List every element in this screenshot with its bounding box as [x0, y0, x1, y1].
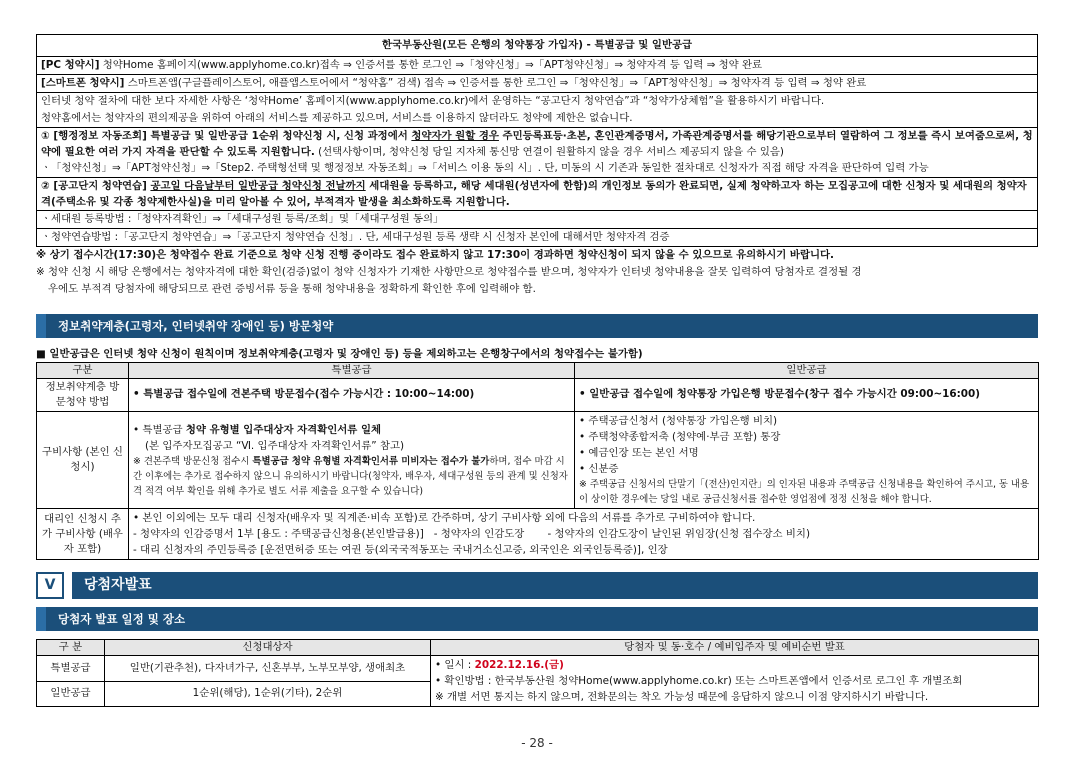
application-method-box [36, 34, 1038, 247]
visit-lead-text: ■ 일반공급은 인터넷 청약 신청이 원칙이며 정보취약계층(고령자 및 장애인 등) 등을 제외하고는 은행창구에서의 청약접수는 불가함) [36, 348, 643, 360]
mobile-label: [스마트폰 청약시] [41, 77, 125, 89]
table-row [37, 379, 1039, 412]
pc-steps: 청약Home 홈페이지(www.applyhome.co.kr)접속 ⇒ 인증서를 통한 로그인 ⇒「청약신청」⇒「APT청약신청」⇒ 청약자격 등 입력 ⇒ 청약 완료 [99, 59, 763, 71]
chapter-title: 당첨자발표 [72, 572, 1038, 599]
table-row [37, 656, 1039, 682]
visit-section-header: 정보취약계층(고령자, 인터넷취약 장애인 등) 방문청약 [36, 314, 1038, 338]
info-line-1: 인터넷 청약 절차에 대한 보다 자세한 사항은 ‘청약Home’ 홈페이지(www.applyhome.co.kr)에서 운영하는 “공고단지 청약연습”과 “청약가상체험”을 활용하시기 바랍니다. [41, 95, 825, 107]
service-item-1 [37, 128, 1037, 160]
pc-label: [PC 청약시] [41, 59, 100, 71]
row-label-requirements: 구비사항 (본인 신청시) [37, 412, 129, 509]
service-item-1-path: ㆍ「청약신청」⇒「APT청약신청」⇒「Step2. 주택형선택 및 행정정보 자동조회」⇒「서비스 이용 동의 시」. 단, 미동의 시 기존과 동일한 절차대로 신청자가 직접 해당 자격을 판단하여 입력 가능 [37, 160, 1037, 178]
visit-table [36, 362, 1039, 560]
schedule-section-header: 당첨자 발표 일정 및 장소 [36, 607, 1038, 631]
col-header-target: 신청대상자 [105, 640, 431, 656]
practice-method: ㆍ청약연습방법 :「공고단지 청약연습」⇒「공고단지 청약연습 신청」. 단, 세대구성원 등록 생략 시 신청자 본인에 대해서만 청약자격 검증 [41, 231, 670, 243]
special-note-b: 특별공급 청약 유형별 자격확인서류 미비자는 접수가 불가 [252, 455, 490, 467]
special-requirements [129, 412, 575, 509]
box-title: 한국부동산원(모든 은행의 청약통장 가입자) - 특별공급 및 일반공급 [37, 35, 1037, 57]
page-number: - 28 - [521, 736, 553, 750]
special-req-line2: (본 입주자모집공고 “Ⅵ. 입주대상자 자격확인서류” 참고) [145, 439, 405, 452]
general-req-item: • 주택청약종합저축 (청약예·부금 포함) 통장 [579, 431, 781, 443]
col-header-announcement: 당첨자 및 동·호수 / 예비입주자 및 예비순번 발표 [431, 640, 1039, 656]
row-label-general: 일반공급 [37, 681, 105, 707]
note-verification-line2: 우에도 부적격 당첨자에 해당되므로 관련 증빙서류 등을 통해 청약내용을 정확하게 확인한 후에 입력해야 함. [48, 283, 536, 295]
schedule-table [36, 639, 1039, 707]
announcement-method: • 확인방법 : 한국부동산원 청약Home(www.applyhome.co.kr) 또는 스마트폰앱에서 인증서로 로그인 후 개별조회 [435, 675, 963, 687]
announcement-notice: ※ 개별 서면 통지는 하지 않으며, 전화문의는 착오 가능성 때문에 응답하지 않으니 이점 양지하시기 바랍니다. [435, 691, 929, 703]
table-header-row [37, 363, 1039, 379]
note-deadline: ※ 상기 접수시간(17:30)은 청약접수 완료 기준으로 청약 신청 진행 중이라도 접수 완료하지 않고 17:30이 경과하면 청약신청이 되지 않을 수 있으므로 유의하시기 바랍니다. [36, 249, 835, 261]
col-header-special: 특별공급 [129, 363, 575, 379]
date-label: • 일시 : [435, 659, 475, 671]
special-visit-method: • 특별공급 접수일에 견본주택 방문접수(접수 가능시간 : 10:00~14:00) [129, 379, 575, 412]
row-label-proxy: 대리인 신청시 추가 구비사항 (배우자 포함) [37, 509, 129, 560]
special-req-docs: 청약 유형별 입주대상자 자격확인서류 일체 [185, 423, 382, 436]
general-req-item: • 신분증 [579, 463, 619, 475]
proxy-line2: - 청약자의 인감증명서 1부 [용도 : 주택공급신청용(본인발급용)] - 청약자의 인감도장 - 청약자의 인감도장이 날인된 위임장(신청 접수장소 비치) [133, 528, 811, 540]
announcement-date [435, 657, 1034, 673]
special-req-prefix: • 특별공급 [133, 423, 186, 436]
table-row [37, 509, 1039, 560]
special-req-note [133, 454, 570, 499]
announcement-details [431, 656, 1039, 707]
item1-underline: 청약자가 원할 경우 [411, 130, 499, 142]
item2-underline: 공고일 다음날부터 일반공급 청약신청 전날까지 [150, 180, 366, 192]
general-target: 1순위(해당), 1순위(기타), 2순위 [105, 681, 431, 707]
member-registration-method: ㆍ세대원 등록방법 :「청약자격확인」⇒「세대구성원 등록/조회」및「세대구성원 동의」 [37, 211, 1037, 229]
general-visit-method: • 일반공급 접수일에 청약통장 가입은행 방문접수(창구 접수 가능시간 09:00~16:00) [575, 379, 1039, 412]
proxy-line1: • 본인 이외에는 모두 대리 신청자(배우자 및 직계존·비속 포함)로 간주하며, 상기 구비사항 외에 다음의 서류를 추가로 구비하여야 합니다. [133, 512, 756, 524]
col-header-category: 구분 [37, 363, 129, 379]
proxy-line3: - 대리 신청자의 주민등록증 [운전면허증 또는 여권 등(외국국적동포는 국내거소신고증, 외국인은 외국인등록증)], 인장 [133, 544, 668, 556]
special-note-c: 하며, 접수 마감 시간 이후에는 추가로 접수하지 않으니 유의하시기 바랍니다(청약자, 배우자, 세대구성원 등의 관계 및 신청자격 적격 여부 확인을 위해 추가로 별도 서류 제출을 요구할 수 있습니다) [133, 455, 568, 497]
date-value: 2022.12.16.(금) [474, 659, 564, 671]
chapter-header [36, 572, 1038, 599]
chapter-number: Ⅴ [36, 572, 64, 599]
item1-text-c: (선택사항이며, 청약신청 당일 지자체 통신망 연결이 원활하지 않을 경우 서비스 제공되지 않을 수 있음) [314, 146, 784, 158]
special-req-line1 [133, 422, 570, 438]
row-label-visit-method: 정보취약계층 방문청약 방법 [37, 379, 129, 412]
item1-text-a: ① [행정정보 자동조회] 특별공급 및 일반공급 1순위 청약신청 시, 신청 과정에서 [41, 130, 412, 142]
table-header-row [37, 640, 1039, 656]
special-target: 일반(기관추천), 다자녀가구, 신혼부부, 노부모부양, 생애최초 [105, 656, 431, 682]
general-req-item: • 주택공급신청서 (청약통장 가입은행 비치) [579, 415, 778, 427]
note-verification-line1: ※ 청약 신청 시 해당 은행에서는 청약자격에 대한 확인(검증)없이 청약 신청자가 기재한 사항만으로 청약접수를 받으며, 청약자가 인터넷 청약내용을 잘못 입력하여 당첨자로 결정될 경 [36, 266, 862, 278]
mobile-application-row [37, 75, 1037, 93]
general-req-item: • 예금인장 또는 본인 서명 [579, 447, 699, 459]
col-header-general: 일반공급 [575, 363, 1039, 379]
notes [36, 247, 1038, 298]
item2-text-a: ② [공고단지 청약연습] [41, 180, 151, 192]
table-row [37, 412, 1039, 509]
special-note-a: ※ 견본주택 방문신청 접수시 [133, 455, 253, 467]
item1-text-b: 주민등록표등·초본, 혼인관계증명서, 가족관계증명서를 해당기관으로부터 열람하여 그 정보를 즉시 보여줌으로써, 청약에 필요한 여러 가지 자격을 판단할 수 있도록 지원합니다. [41, 130, 1033, 158]
row-label-special: 특별공급 [37, 656, 105, 682]
pc-application-row [37, 57, 1037, 75]
general-requirements [575, 412, 1039, 509]
proxy-requirements [129, 509, 1039, 560]
general-req-note: ※ 주택공급 신청서의 단말기「(전산)인지란」의 인자된 내용과 주택공급 신청내용을 확인하여 주시고, 동 내용이 상이한 경우에는 당일 내로 공급신청서를 접수한 영업점에 정정 신청을 해야 합니다. [579, 479, 1030, 505]
col-header-category: 구 분 [37, 640, 105, 656]
info-line-2: 청약홈에서는 청약자의 편의제공을 위하여 아래의 서비스를 제공하고 있으며, 서비스를 이용하지 않더라도 청약에 제한은 없습니다. [37, 110, 1037, 128]
mobile-steps: 스마트폰앱(구글플레이스토어, 애플앱스토어에서 “청약홈” 검색) 접속 ⇒ 인증서를 통한 로그인 ⇒「청약신청」⇒「APT청약신청」⇒ 청약자격 등 입력 ⇒ 청약 완료 [124, 77, 867, 89]
item2-text-b: 세대원을 등록하고, 해당 세대원(성년자에 한함)의 개인정보 동의가 완료되면, 실제 청약하고자 하는 모집공고에 대한 신청자 및 세대원의 청약자격(주택소유 및 각종 청약제한사실)을 미리 알아볼 수 있어, 부적격자 발생을 최소화하도록 지원합니다. [41, 180, 1027, 208]
service-item-2 [37, 178, 1037, 211]
